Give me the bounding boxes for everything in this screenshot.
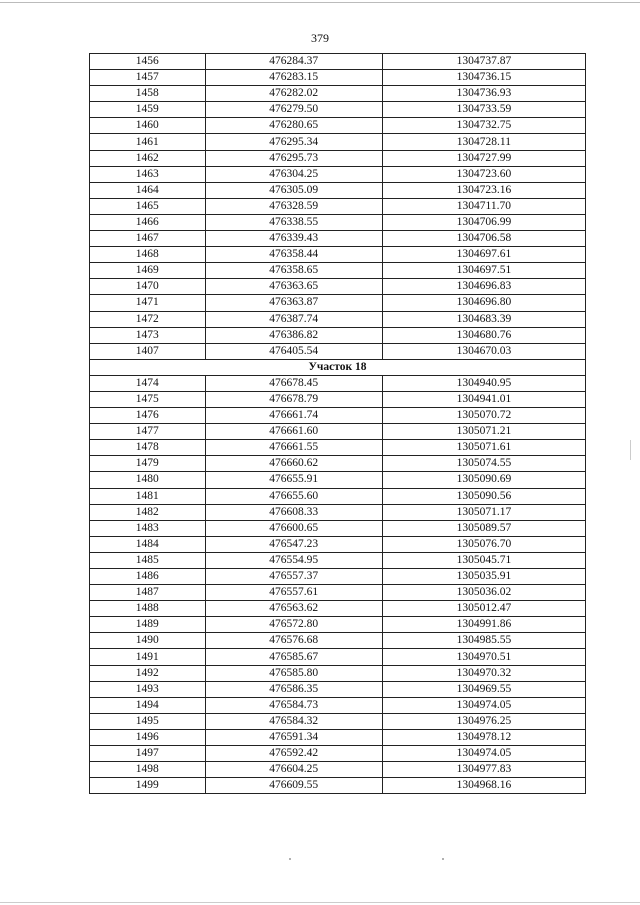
point-number-cell: 1485 [90, 552, 206, 568]
y-coordinate-cell: 1305071.61 [382, 440, 585, 456]
table-row [90, 585, 586, 601]
x-coordinate-cell: 476563.62 [205, 601, 382, 617]
y-coordinate-cell: 1304736.15 [382, 70, 585, 86]
x-coordinate-cell: 476660.62 [205, 456, 382, 472]
table-row [90, 456, 586, 472]
y-coordinate-cell: 1304696.80 [382, 295, 585, 311]
table-row [90, 713, 586, 729]
point-number-cell: 1490 [90, 633, 206, 649]
point-number-cell: 1464 [90, 182, 206, 198]
table-row [90, 520, 586, 536]
page-number: 379 [311, 31, 329, 45]
table-row [90, 150, 586, 166]
point-number-cell: 1489 [90, 617, 206, 633]
point-number-cell: 1478 [90, 440, 206, 456]
point-number-cell: 1473 [90, 327, 206, 343]
table-row [90, 408, 586, 424]
bottom-scan-edge [0, 902, 640, 903]
x-coordinate-cell: 476655.60 [205, 488, 382, 504]
table-row [90, 166, 586, 182]
table-row [90, 729, 586, 745]
y-coordinate-cell: 1305089.57 [382, 520, 585, 536]
x-coordinate-cell: 476295.34 [205, 134, 382, 150]
x-coordinate-cell: 476338.55 [205, 214, 382, 230]
y-coordinate-cell: 1305045.71 [382, 552, 585, 568]
x-coordinate-cell: 476609.55 [205, 778, 382, 794]
x-coordinate-cell: 476608.33 [205, 504, 382, 520]
table-row [90, 569, 586, 585]
x-coordinate-cell: 476358.44 [205, 247, 382, 263]
y-coordinate-cell: 1304974.05 [382, 697, 585, 713]
x-coordinate-cell: 476600.65 [205, 520, 382, 536]
y-coordinate-cell: 1305071.17 [382, 504, 585, 520]
point-number-cell: 1494 [90, 697, 206, 713]
point-number-cell: 1482 [90, 504, 206, 520]
scan-speck [289, 858, 291, 860]
y-coordinate-cell: 1304969.55 [382, 681, 585, 697]
point-number-cell: 1488 [90, 601, 206, 617]
table-row [90, 247, 586, 263]
table-row [90, 552, 586, 568]
y-coordinate-cell: 1304733.59 [382, 102, 585, 118]
table-row [90, 391, 586, 407]
section-row [90, 359, 586, 375]
x-coordinate-cell: 476678.45 [205, 375, 382, 391]
table-row [90, 279, 586, 295]
y-coordinate-cell: 1304985.55 [382, 633, 585, 649]
point-number-cell: 1483 [90, 520, 206, 536]
table-row [90, 440, 586, 456]
table-row [90, 649, 586, 665]
table-row [90, 504, 586, 520]
x-coordinate-cell: 476363.65 [205, 279, 382, 295]
point-number-cell: 1470 [90, 279, 206, 295]
point-number-cell: 1479 [90, 456, 206, 472]
point-number-cell: 1468 [90, 247, 206, 263]
x-coordinate-cell: 476576.68 [205, 633, 382, 649]
table-row [90, 134, 586, 150]
x-coordinate-cell: 476280.65 [205, 118, 382, 134]
x-coordinate-cell: 476283.15 [205, 70, 382, 86]
x-coordinate-cell: 476591.34 [205, 729, 382, 745]
point-number-cell: 1460 [90, 118, 206, 134]
point-number-cell: 1459 [90, 102, 206, 118]
point-number-cell: 1457 [90, 70, 206, 86]
y-coordinate-cell: 1304680.76 [382, 327, 585, 343]
point-number-cell: 1474 [90, 375, 206, 391]
y-coordinate-cell: 1304940.95 [382, 375, 585, 391]
table-row [90, 86, 586, 102]
y-coordinate-cell: 1304991.86 [382, 617, 585, 633]
y-coordinate-cell: 1305076.70 [382, 536, 585, 552]
point-number-cell: 1498 [90, 762, 206, 778]
x-coordinate-cell: 476557.61 [205, 585, 382, 601]
y-coordinate-cell: 1304683.39 [382, 311, 585, 327]
point-number-cell: 1458 [90, 86, 206, 102]
x-coordinate-cell: 476284.37 [205, 54, 382, 70]
table-row [90, 182, 586, 198]
y-coordinate-cell: 1304696.83 [382, 279, 585, 295]
point-number-cell: 1493 [90, 681, 206, 697]
y-coordinate-cell: 1304737.87 [382, 54, 585, 70]
y-coordinate-cell: 1304711.70 [382, 198, 585, 214]
x-coordinate-cell: 476586.35 [205, 681, 382, 697]
x-coordinate-cell: 476655.91 [205, 472, 382, 488]
table-row [90, 295, 586, 311]
table-row [90, 263, 586, 279]
table-row [90, 214, 586, 230]
y-coordinate-cell: 1304977.83 [382, 762, 585, 778]
x-coordinate-cell: 476279.50 [205, 102, 382, 118]
y-coordinate-cell: 1304723.16 [382, 182, 585, 198]
x-coordinate-cell: 476661.60 [205, 424, 382, 440]
table-row [90, 54, 586, 70]
y-coordinate-cell: 1305090.56 [382, 488, 585, 504]
point-number-cell: 1496 [90, 729, 206, 745]
scan-speck [442, 858, 444, 860]
x-coordinate-cell: 476604.25 [205, 762, 382, 778]
x-coordinate-cell: 476386.82 [205, 327, 382, 343]
y-coordinate-cell: 1305036.02 [382, 585, 585, 601]
x-coordinate-cell: 476661.55 [205, 440, 382, 456]
x-coordinate-cell: 476339.43 [205, 231, 382, 247]
top-scan-edge [0, 2, 640, 3]
x-coordinate-cell: 476678.79 [205, 391, 382, 407]
y-coordinate-cell: 1304978.12 [382, 729, 585, 745]
point-number-cell: 1481 [90, 488, 206, 504]
table-row [90, 746, 586, 762]
point-number-cell: 1491 [90, 649, 206, 665]
y-coordinate-cell: 1305090.69 [382, 472, 585, 488]
x-coordinate-cell: 476387.74 [205, 311, 382, 327]
point-number-cell: 1407 [90, 343, 206, 359]
table-row [90, 778, 586, 794]
point-number-cell: 1487 [90, 585, 206, 601]
coordinates-table-body [90, 54, 586, 794]
point-number-cell: 1456 [90, 54, 206, 70]
x-coordinate-cell: 476554.95 [205, 552, 382, 568]
y-coordinate-cell: 1304968.16 [382, 778, 585, 794]
y-coordinate-cell: 1305012.47 [382, 601, 585, 617]
point-number-cell: 1476 [90, 408, 206, 424]
table-row [90, 424, 586, 440]
table-row [90, 697, 586, 713]
x-coordinate-cell: 476547.23 [205, 536, 382, 552]
x-coordinate-cell: 476363.87 [205, 295, 382, 311]
table-row [90, 665, 586, 681]
point-number-cell: 1477 [90, 424, 206, 440]
y-coordinate-cell: 1304736.93 [382, 86, 585, 102]
point-number-cell: 1466 [90, 214, 206, 230]
table-row [90, 102, 586, 118]
point-number-cell: 1472 [90, 311, 206, 327]
x-coordinate-cell: 476304.25 [205, 166, 382, 182]
table-row [90, 118, 586, 134]
x-coordinate-cell: 476405.54 [205, 343, 382, 359]
y-coordinate-cell: 1304732.75 [382, 118, 585, 134]
section-title: Участок 18 [90, 359, 586, 375]
y-coordinate-cell: 1304706.58 [382, 231, 585, 247]
table-row [90, 762, 586, 778]
point-number-cell: 1480 [90, 472, 206, 488]
y-coordinate-cell: 1304941.01 [382, 391, 585, 407]
y-coordinate-cell: 1304970.51 [382, 649, 585, 665]
table-row [90, 343, 586, 359]
point-number-cell: 1462 [90, 150, 206, 166]
x-coordinate-cell: 476661.74 [205, 408, 382, 424]
point-number-cell: 1475 [90, 391, 206, 407]
y-coordinate-cell: 1304697.51 [382, 263, 585, 279]
table-row [90, 536, 586, 552]
point-number-cell: 1471 [90, 295, 206, 311]
y-coordinate-cell: 1305074.55 [382, 456, 585, 472]
scan-mark [630, 440, 631, 460]
x-coordinate-cell: 476585.67 [205, 649, 382, 665]
point-number-cell: 1461 [90, 134, 206, 150]
x-coordinate-cell: 476584.73 [205, 697, 382, 713]
table-row [90, 231, 586, 247]
y-coordinate-cell: 1305071.21 [382, 424, 585, 440]
table-row [90, 601, 586, 617]
y-coordinate-cell: 1304970.32 [382, 665, 585, 681]
x-coordinate-cell: 476295.73 [205, 150, 382, 166]
table-row [90, 488, 586, 504]
x-coordinate-cell: 476584.32 [205, 713, 382, 729]
table-row [90, 617, 586, 633]
point-number-cell: 1469 [90, 263, 206, 279]
point-number-cell: 1499 [90, 778, 206, 794]
table-row [90, 633, 586, 649]
point-number-cell: 1486 [90, 569, 206, 585]
y-coordinate-cell: 1304670.03 [382, 343, 585, 359]
point-number-cell: 1492 [90, 665, 206, 681]
x-coordinate-cell: 476585.80 [205, 665, 382, 681]
point-number-cell: 1484 [90, 536, 206, 552]
point-number-cell: 1497 [90, 746, 206, 762]
x-coordinate-cell: 476282.02 [205, 86, 382, 102]
y-coordinate-cell: 1304974.05 [382, 746, 585, 762]
point-number-cell: 1495 [90, 713, 206, 729]
table-row [90, 681, 586, 697]
point-number-cell: 1467 [90, 231, 206, 247]
point-number-cell: 1465 [90, 198, 206, 214]
point-number-cell: 1463 [90, 166, 206, 182]
y-coordinate-cell: 1304728.11 [382, 134, 585, 150]
y-coordinate-cell: 1304697.61 [382, 247, 585, 263]
table-row [90, 327, 586, 343]
coordinates-table [89, 53, 586, 794]
x-coordinate-cell: 476557.37 [205, 569, 382, 585]
x-coordinate-cell: 476572.80 [205, 617, 382, 633]
x-coordinate-cell: 476592.42 [205, 746, 382, 762]
table-row [90, 472, 586, 488]
y-coordinate-cell: 1305035.91 [382, 569, 585, 585]
y-coordinate-cell: 1305070.72 [382, 408, 585, 424]
table-row [90, 375, 586, 391]
y-coordinate-cell: 1304723.60 [382, 166, 585, 182]
table-row [90, 70, 586, 86]
table-row [90, 311, 586, 327]
y-coordinate-cell: 1304976.25 [382, 713, 585, 729]
y-coordinate-cell: 1304706.99 [382, 214, 585, 230]
x-coordinate-cell: 476358.65 [205, 263, 382, 279]
table-row [90, 198, 586, 214]
y-coordinate-cell: 1304727.99 [382, 150, 585, 166]
x-coordinate-cell: 476305.09 [205, 182, 382, 198]
x-coordinate-cell: 476328.59 [205, 198, 382, 214]
